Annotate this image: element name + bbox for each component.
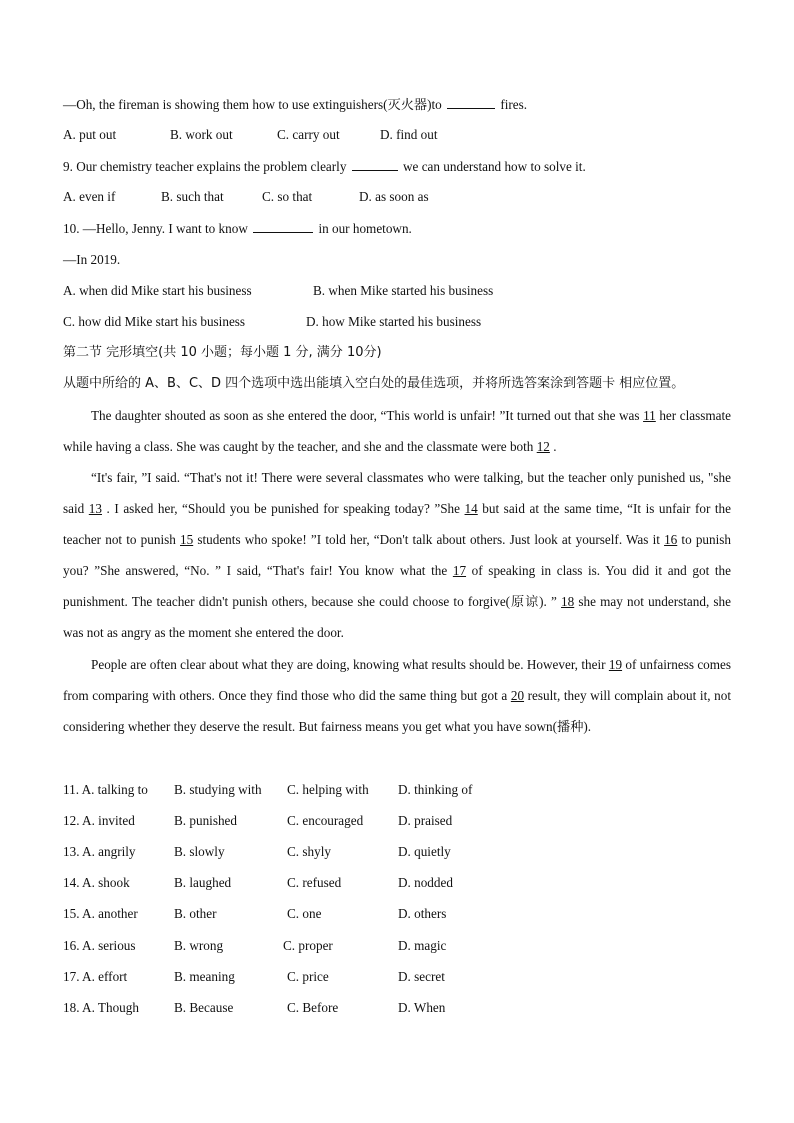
p2-text-a: “It's fair, ”I said. “That's not it! There were several classmates who were talking, but the teacher only punished us, "she said bbox=[63, 470, 731, 516]
section-heading: 第二节 完形填空(共 10 小题；每小题 1 分, 满分 10分) bbox=[63, 345, 382, 360]
q9-option-d: D. as soon as bbox=[359, 189, 429, 204]
q10-stem-text: 10. —Hello, Jenny. I want to know bbox=[63, 221, 248, 236]
option-12-d: D. praised bbox=[398, 813, 453, 829]
q10-option-a: A. when did Mike start his business bbox=[63, 283, 252, 298]
option-13-a: 13. A. angrily bbox=[63, 844, 136, 860]
blank-15: 15 bbox=[180, 532, 194, 547]
option-12-c: C. encouraged bbox=[287, 813, 364, 829]
q8-option-a: A. put out bbox=[63, 127, 117, 142]
blank-17: 17 bbox=[452, 563, 467, 578]
q8-option-c: C. carry out bbox=[277, 127, 340, 142]
p1-text-b: her classmate while having a class. She was caught by the teacher, and she and the classmate were both bbox=[63, 408, 731, 454]
q10-blank bbox=[253, 220, 313, 233]
p2-text-d: students who spoke! ”I told her, “Don't talk about others. Just look at yourself. Was it bbox=[193, 532, 665, 547]
option-17-d: D. secret bbox=[398, 968, 445, 984]
blank-19: 19 bbox=[608, 657, 623, 672]
option-14-b: B. laughed bbox=[174, 875, 232, 891]
option-13-b: B. slowly bbox=[174, 844, 225, 860]
option-11-a: 11. A. talking to bbox=[63, 782, 148, 797]
option-18-d: D. When bbox=[398, 999, 446, 1015]
option-15-b: B. other bbox=[174, 906, 217, 922]
option-11-c: C. helping with bbox=[287, 782, 369, 797]
passage-paragraph-3 bbox=[63, 649, 731, 742]
option-16-a: 16. A. serious bbox=[63, 937, 136, 953]
q8-option-d: D. find out bbox=[380, 127, 438, 142]
option-16-d: D. magic bbox=[398, 937, 447, 953]
option-11-b: B. studying with bbox=[174, 782, 262, 797]
q9-option-a: A. even if bbox=[63, 189, 116, 204]
q10-stem bbox=[63, 220, 412, 237]
p1-text-c: . bbox=[549, 439, 557, 454]
p2-text-c: but said at the same time, “It is unfair for the teacher not to punish bbox=[63, 501, 731, 547]
p2-text-b: . I asked her, “Should you be punished for speaking today? ”She bbox=[101, 501, 465, 516]
passage-paragraph-1 bbox=[63, 400, 731, 462]
q10-stem-end: in our hometown. bbox=[318, 221, 412, 236]
q10-option-c: C. how did Mike start his business bbox=[63, 314, 246, 329]
blank-18: 18 bbox=[561, 594, 575, 609]
option-17-c: C. price bbox=[287, 968, 329, 984]
blank-14: 14 bbox=[464, 501, 478, 516]
p3-text-a: People are often clear about what they are doing, knowing what results should be. However, their bbox=[91, 657, 609, 672]
passage-paragraph-2 bbox=[63, 462, 731, 648]
option-15-a: 15. A. another bbox=[63, 906, 138, 922]
option-17-b: B. meaning bbox=[174, 968, 235, 984]
q8-stem-end: fires. bbox=[500, 97, 528, 112]
p2-text-g: she may not understand, she was not as angry as the moment she entered the door. bbox=[63, 594, 732, 640]
blank-13: 13 bbox=[88, 501, 102, 516]
option-15-c: C. one bbox=[287, 906, 322, 922]
blank-11: 11 bbox=[643, 408, 656, 423]
p3-text-b: of unfairness comes from comparing with others. Once they find those who did the same thing but got a bbox=[63, 657, 732, 703]
q8-stem bbox=[63, 96, 527, 113]
option-16-b: B. wrong bbox=[174, 937, 224, 953]
q9-option-c: C. so that bbox=[262, 189, 313, 204]
option-11-d: D. thinking of bbox=[398, 782, 473, 797]
option-18-c: C. Before bbox=[287, 999, 339, 1015]
q10-option-d: D. how Mike started his business bbox=[306, 314, 482, 329]
option-14-d: D. nodded bbox=[398, 875, 453, 891]
q10-reply: —In 2019. bbox=[63, 252, 121, 267]
option-14-a: 14. A. shook bbox=[63, 875, 130, 891]
blank-16: 16 bbox=[664, 532, 678, 547]
q8-option-b: B. work out bbox=[170, 127, 233, 142]
q9-stem bbox=[63, 158, 586, 175]
option-18-b: B. Because bbox=[174, 999, 234, 1015]
option-18-a: 18. A. Though bbox=[63, 999, 139, 1015]
section-instruction: 从题中所给的 A、B、C、D 四个选项中选出能填入空白处的最佳选项，并将所选答案涂到答题卡 相应位置。 bbox=[63, 376, 685, 391]
option-12-b: B. punished bbox=[174, 813, 238, 829]
option-15-d: D. others bbox=[398, 906, 447, 922]
blank-20: 20 bbox=[510, 688, 525, 703]
q8-blank bbox=[447, 96, 495, 109]
q10-option-b: B. when Mike started his business bbox=[313, 283, 494, 298]
option-16-c: C. proper bbox=[283, 937, 333, 953]
option-17-a: 17. A. effort bbox=[63, 968, 128, 984]
q9-stem-text: 9. Our chemistry teacher explains the problem clearly bbox=[63, 159, 347, 174]
q9-blank bbox=[352, 158, 398, 171]
p2-text-e: to punish you? ”She answered, “No. ” I said, “That's fair! You know what the bbox=[63, 532, 732, 578]
blank-12: 12 bbox=[536, 439, 550, 454]
q9-option-b: B. such that bbox=[161, 189, 224, 204]
q8-stem-text: —Oh, the fireman is showing them how to use extinguishers(灭火器)to bbox=[63, 97, 442, 112]
option-13-d: D. quietly bbox=[398, 844, 451, 860]
p2-text-f: of speaking in class is. You did it and got the punishment. The teacher didn't punish others, because she could choose to forgive(原谅). ” bbox=[63, 563, 731, 609]
p3-text-c: result, they will complain about it, not considering whether they deserve the result. But fairness means you get what you have sown(播种). bbox=[63, 688, 731, 734]
option-13-c: C. shyly bbox=[287, 844, 331, 860]
option-14-c: C. refused bbox=[287, 875, 342, 891]
p1-text-a: The daughter shouted as soon as she entered the door, “This world is unfair! ”It turned out that she was bbox=[91, 408, 644, 423]
option-12-a: 12. A. invited bbox=[63, 813, 135, 829]
q9-stem-end: we can understand how to solve it. bbox=[403, 159, 586, 174]
